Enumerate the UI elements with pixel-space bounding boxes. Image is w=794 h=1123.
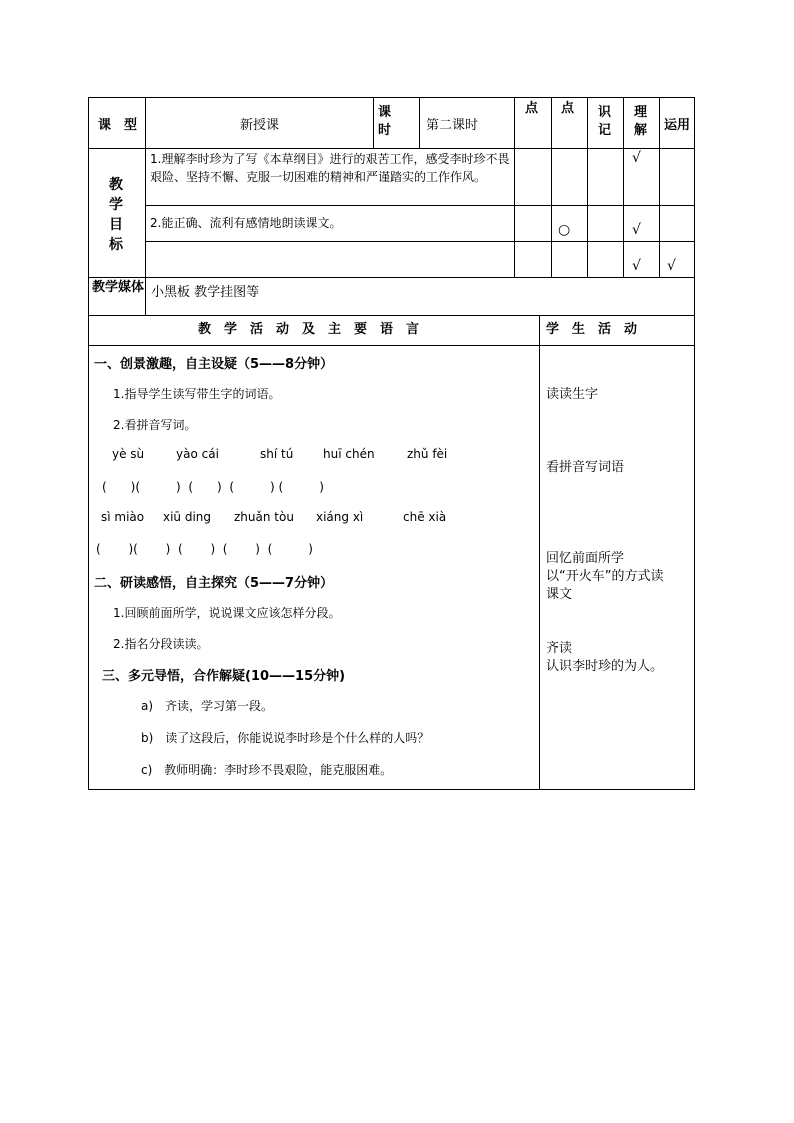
pinyin-6: sì miào — [101, 510, 145, 524]
pinyin-3: shí tú — [260, 447, 294, 461]
level-header-apply: 运用 — [663, 118, 690, 133]
student-activity-4-line-2: 认识李时珍的为人。 — [546, 659, 664, 674]
student-activity-4-line-1: 齐读 — [546, 641, 573, 656]
pinyin-10: chē xià — [403, 510, 447, 524]
student-activity-2: 看拼音写词语 — [546, 460, 625, 475]
lesson-type-label: 课 型 — [97, 118, 137, 133]
section-1-title: 一、创景激趣，自主设疑（5——8分钟） — [94, 357, 334, 372]
check-mark: √ — [632, 150, 641, 166]
student-activity-3-line-3: 课文 — [546, 587, 573, 602]
answer-brackets-row-2: ( )( ) ( ) ( ) ( ) — [96, 542, 313, 556]
student-activities-header: 学 生 活 动 — [546, 322, 638, 337]
s3-item-c: c) 教师明确：李时珍不畏艰险，能克服困难。 — [141, 763, 393, 777]
level-header-1: 点 — [525, 101, 539, 116]
section-2-title: 二、研读感悟，自主探究（5——7分钟） — [94, 576, 334, 591]
media-value: 小黑板 教学挂图等 — [151, 285, 260, 300]
level-header-understand: 理解 — [634, 105, 648, 138]
check-mark: √ — [632, 258, 641, 274]
s2-item-1: 1.回顾前面所学，说说课文应该怎样分段。 — [113, 606, 341, 620]
s2-item-2: 2.指名分段读读。 — [113, 637, 209, 651]
pinyin-2: yào cái — [176, 447, 219, 461]
pinyin-1: yè sù — [112, 447, 145, 461]
pinyin-5: zhǔ fèi — [407, 447, 448, 461]
objectives-label: 教学目标 — [109, 177, 123, 253]
check-mark: √ — [632, 222, 641, 238]
circle-mark: ○ — [558, 222, 571, 238]
lesson-period-label: 课时 — [378, 105, 392, 138]
check-mark: √ — [667, 258, 676, 274]
student-activity-1: 读读生字 — [546, 387, 599, 402]
pinyin-9: xiáng xì — [316, 510, 364, 524]
pinyin-7: xiū ding — [163, 510, 212, 524]
teacher-activities-header: 教 学 活 动 及 主 要 语 言 — [198, 322, 420, 337]
student-activity-3-line-2: 以“开火车”的方式读 — [546, 569, 664, 584]
s3-item-b: b) 读了这段后，你能说说李时珍是个什么样的人吗？ — [141, 731, 430, 745]
s1-item-1: 1.指导学生读写带生字的词语。 — [113, 387, 281, 401]
lesson-period-value: 第二课时 — [426, 118, 479, 133]
s1-item-2: 2.看拼音写词。 — [113, 418, 197, 432]
level-header-2: 点 — [561, 101, 575, 116]
lesson-type-value: 新授课 — [239, 118, 279, 133]
answer-brackets-row-1: ( )( ) ( ) ( ) ( ) — [102, 480, 324, 494]
objective-1: 1.理解李时珍为了写《本草纲目》进行的艰苦工作，感受李时珍不畏艰险、坚持不懈、克服一切困难的精神和严谨踏实的工作作风。 — [150, 152, 510, 184]
section-3-title: 三、多元导悟，合作解疑(10——15分钟) — [102, 669, 346, 684]
media-label: 教学媒体 — [92, 280, 145, 295]
objective-2: 2.能正确、流利有感情地朗读课文。 — [150, 216, 342, 230]
level-header-memorize: 识记 — [598, 105, 612, 138]
pinyin-8: zhuǎn tòu — [234, 510, 294, 524]
s3-item-a: a) 齐读，学习第一段。 — [141, 699, 274, 713]
pinyin-4: huī chén — [323, 447, 375, 461]
student-activity-3-line-1: 回忆前面所学 — [546, 551, 625, 566]
